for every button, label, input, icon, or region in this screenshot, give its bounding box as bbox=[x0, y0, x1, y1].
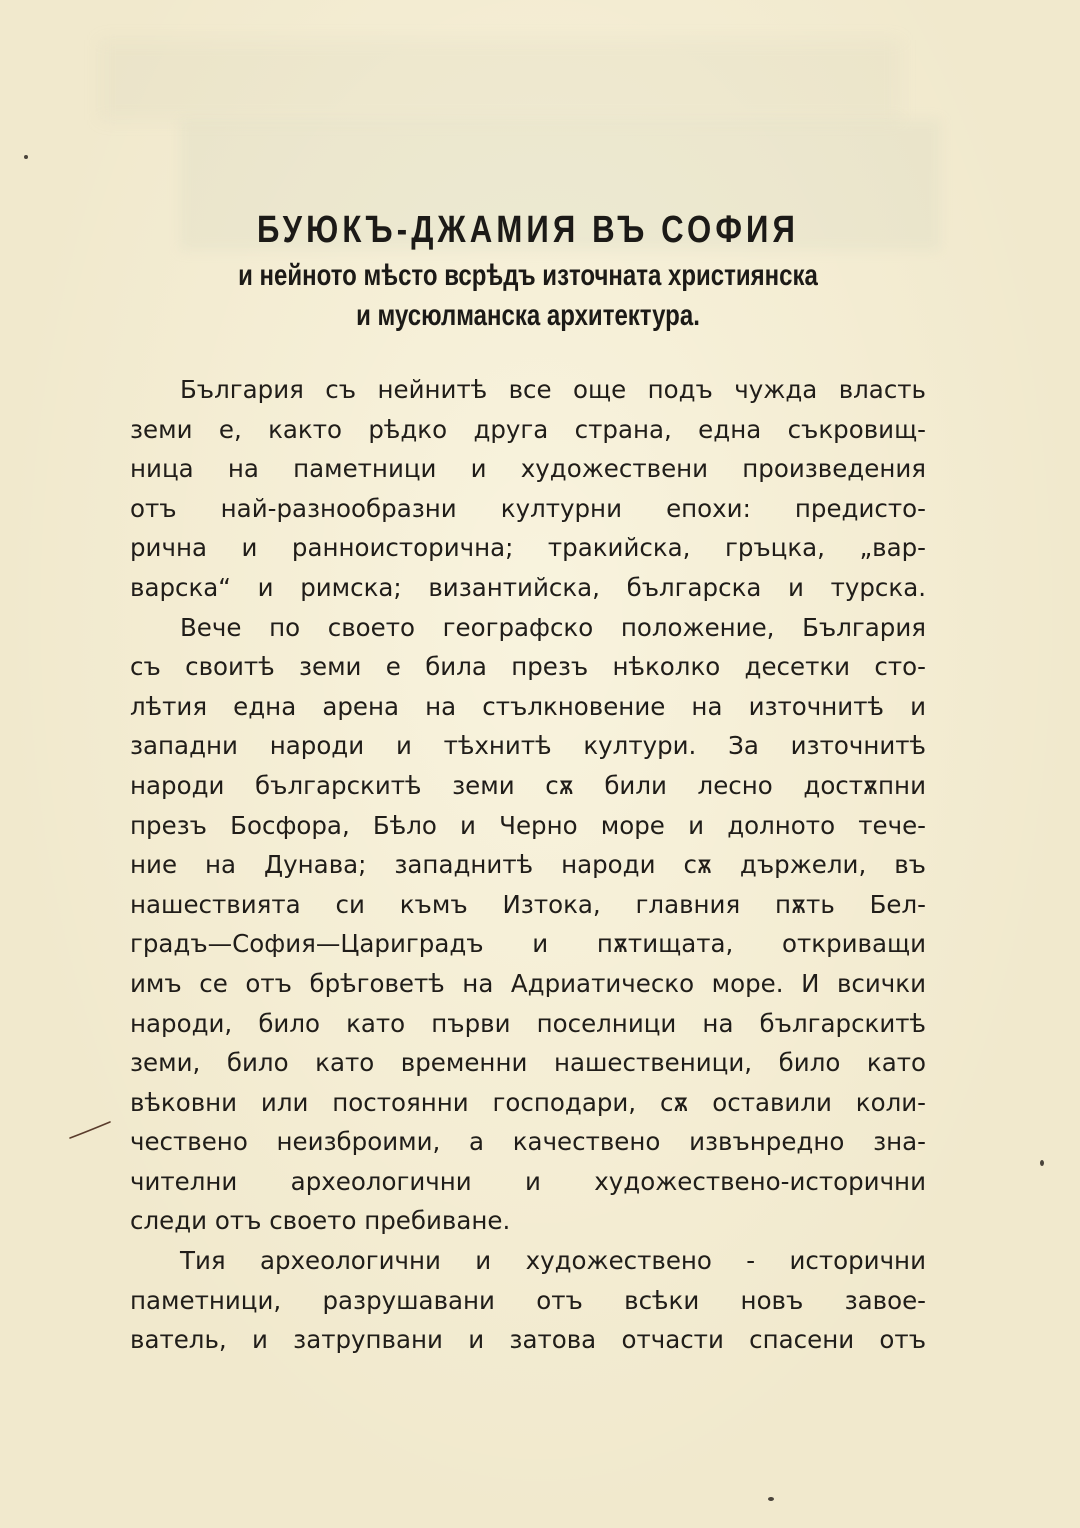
document-subtitle-line-2: и мусюлманска архитектура. bbox=[356, 299, 700, 332]
document-title: БУЮКЪ-ДЖАМИЯ ВЪ СОФИЯ bbox=[256, 209, 800, 251]
text-line: рична и ранноисторична; тракийска, гръцка, „вар- bbox=[130, 533, 926, 563]
text-line: презъ Босфора, Бѣло и Черно море и долното тече- bbox=[130, 810, 926, 840]
text-line: земи, било като временни нашественици, било като bbox=[130, 1048, 926, 1078]
ink-speck bbox=[1040, 1160, 1044, 1166]
ink-speck bbox=[24, 155, 28, 159]
text-line: паметници, разрушавани отъ всѣки новъ завое- bbox=[130, 1285, 926, 1315]
text-line: съ своитѣ земи е била презъ нѣколко десетки сто- bbox=[130, 652, 926, 682]
text-line: отъ най-разнообразни културни епохи: предисто- bbox=[130, 493, 926, 523]
text-line: следи отъ своето пребиване. bbox=[130, 1206, 511, 1236]
text-line: земи е, както рѣдко друга страна, една съкровищ- bbox=[130, 414, 926, 444]
text-line: чествено неизброими, а качествено извънредно зна- bbox=[130, 1127, 926, 1157]
paragraph-2 bbox=[130, 608, 926, 1242]
text-line: Тия археологични и художествено - исторични bbox=[180, 1246, 926, 1276]
ink-speck bbox=[768, 1497, 774, 1501]
text-line: ватель, и затрупвани и затова отчасти спасени отъ bbox=[130, 1325, 926, 1355]
paper-bleed-through bbox=[100, 40, 900, 120]
paragraph-3 bbox=[130, 1241, 926, 1360]
text-line: градъ—София—Цариградъ и пѫтищата, откриващи bbox=[130, 929, 926, 959]
pen-mark-icon bbox=[68, 1118, 112, 1140]
text-line: варска“ и римска; византийска, българска и турска. bbox=[130, 572, 926, 602]
text-line: Вече по своето географско положение, България bbox=[180, 612, 926, 642]
text-line: народи българскитѣ земи сѫ били лесно достѫпни bbox=[130, 770, 926, 800]
text-line: западни народи и тѣхнитѣ култури. За източнитѣ bbox=[130, 731, 926, 761]
text-line: народи, било като първи поселници на българскитѣ bbox=[130, 1008, 926, 1038]
text-line: ница на паметници и художествени произведения bbox=[130, 454, 926, 484]
text-line: лѣтия една арена на стълкновение на източнитѣ и bbox=[130, 691, 926, 721]
body-text bbox=[130, 370, 926, 1360]
text-line: нашествията си къмъ Изтока, главния пѫть Бел- bbox=[130, 889, 926, 919]
text-line: имъ се отъ брѣговетѣ на Адриатическо море. И всички bbox=[130, 968, 926, 998]
text-line: чителни археологични и художествено-исторични bbox=[130, 1166, 926, 1196]
paragraph-1 bbox=[130, 370, 926, 608]
text-line: вѣковни или постоянни господари, сѫ оставили коли- bbox=[130, 1087, 926, 1117]
document-subtitle-line-1: и нейното мѣсто всрѣдъ източната християнска bbox=[238, 259, 818, 292]
text-line: България съ нейнитѣ все още подъ чужда власть bbox=[180, 375, 926, 404]
text-line: ние на Дунава; западнитѣ народи сѫ държели, въ bbox=[130, 850, 926, 880]
title-block bbox=[130, 204, 926, 336]
